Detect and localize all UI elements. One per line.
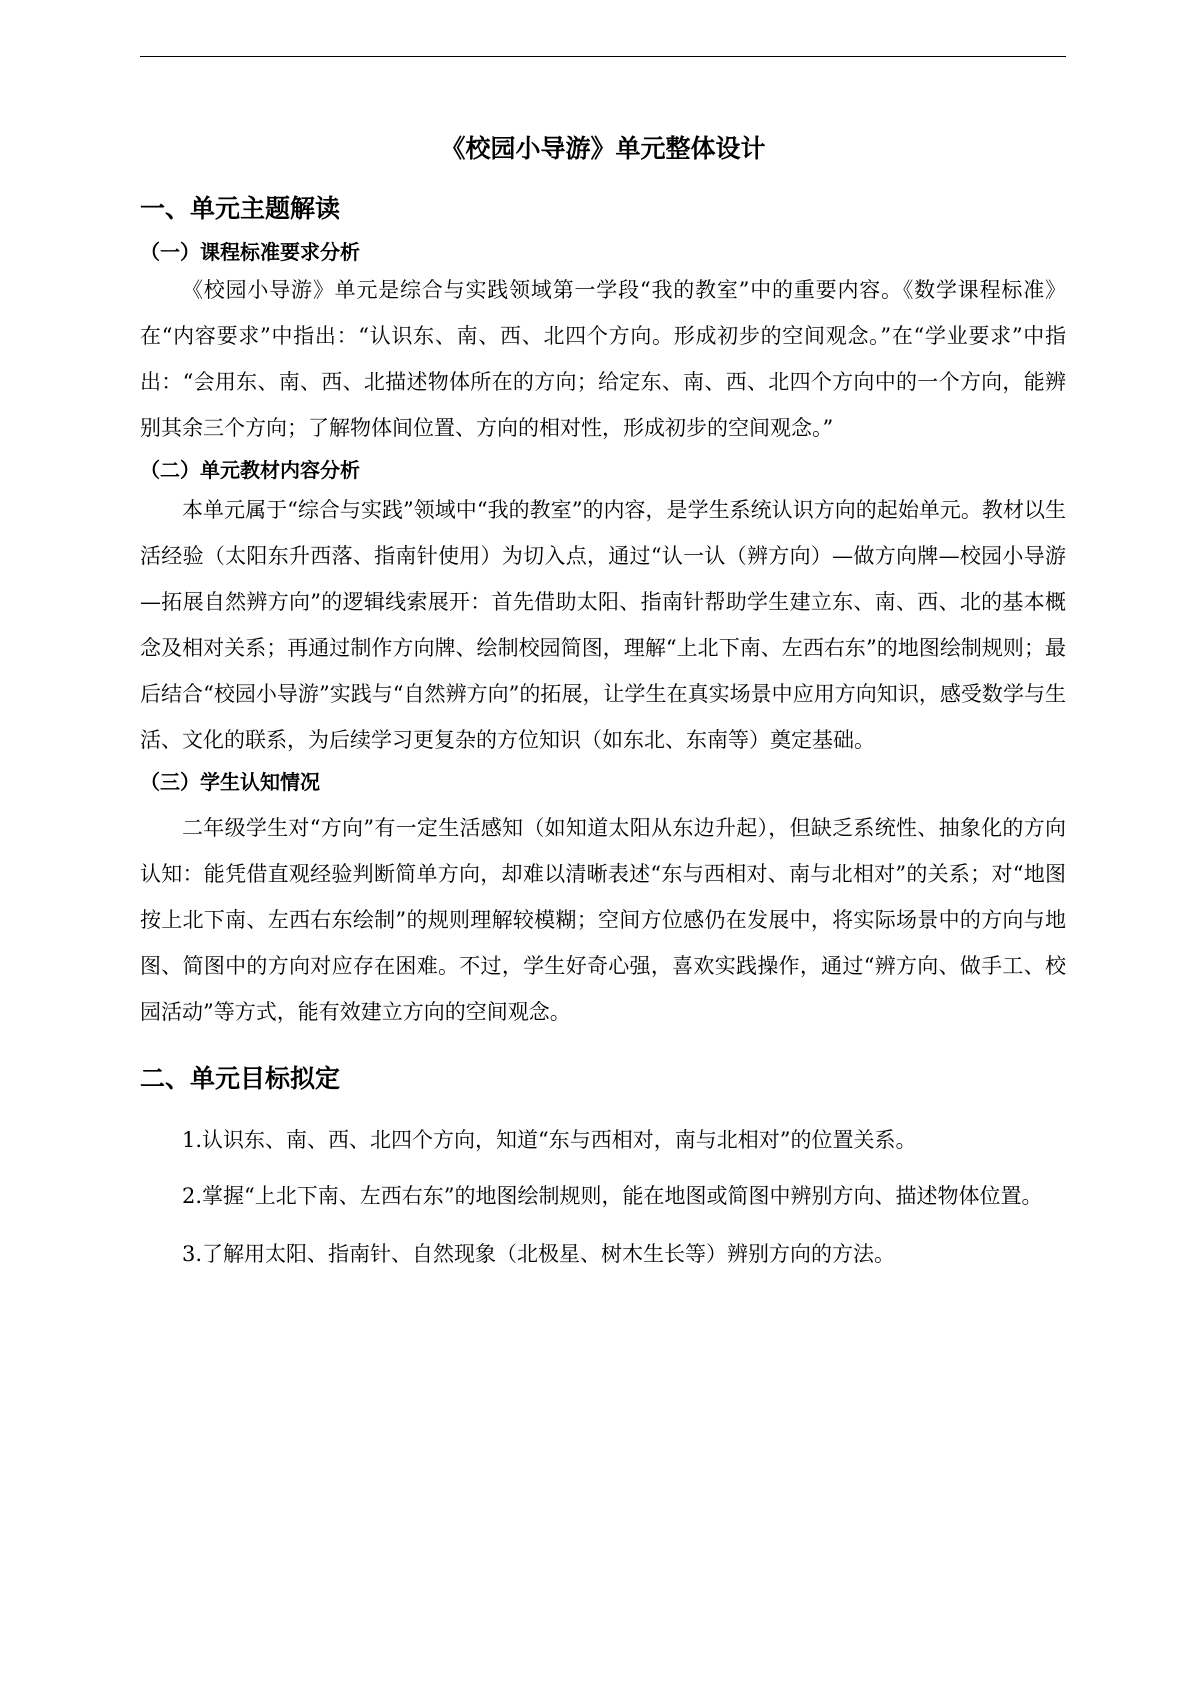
document-body xyxy=(140,118,1066,1277)
paragraph-curriculum-standard: 《校园小导游》单元是综合与实践领域第一学段“我的教室”中的重要内容。《数学课程标准》在“内容要求”中指出：“认识东、南、西、北四个方向。形成初步的空间观念。”在“学业要求”中指出：“会用东、南、西、北描述物体所在的方向；给定东、南、西、北四个方向中的一个方向，能辨别其余三个方向；了解物体间位置、方向的相对性，形成初步的空间观念。” xyxy=(140,278,1066,440)
document-title: 《校园小导游》单元整体设计 xyxy=(440,134,766,163)
paragraph-textbook-analysis: 本单元属于“综合与实践”领域中“我的教室”的内容，是学生系统认识方向的起始单元。教材以生活经验（太阳东升西落、指南针使用）为切入点，通过“认一认（辨方向）—做方向牌—校园小导游—拓展自然辨方向”的逻辑线索展开：首先借助太阳、指南针帮助学生建立东、南、西、北的基本概念及相对关系；再通过制作方向牌、绘制校园简图，理解“上北下南、左西右东”的地图绘制规则；最后结合“校园小导游”实践与“自然辨方向”的拓展，让学生在真实场景中应用方向知识，感受数学与生活、文化的联系，为后续学习更复杂的方位知识（如东北、东南等）奠定基础。 xyxy=(140,498,1066,752)
subsection-heading-student-cognition: （三）学生认知情况 xyxy=(140,770,320,794)
subsection-heading-curriculum-standard: （一）课程标准要求分析 xyxy=(140,240,360,264)
goal-item-3: 3.了解用太阳、指南针、自然现象（北极星、树木生长等）辨别方向的方法。 xyxy=(182,1242,896,1266)
section-heading-unit-theme: 一、单元主题解读 xyxy=(140,194,341,223)
subsection-heading-textbook-analysis: （二）单元教材内容分析 xyxy=(140,458,360,482)
header-rule xyxy=(140,56,1066,57)
section-heading-unit-goals: 二、单元目标拟定 xyxy=(140,1064,341,1093)
paragraph-student-cognition: 二年级学生对“方向”有一定生活感知（如知道太阳从东边升起），但缺乏系统性、抽象化的方向认知：能凭借直观经验判断简单方向，却难以清晰表述“东与西相对、南与北相对”的关系；对“地图按上北下南、左西右东绘制”的规则理解较模糊；空间方位感仍在发展中，将实际场景中的方向与地图、简图中的方向对应存在困难。不过，学生好奇心强，喜欢实践操作，通过“辨方向、做手工、校园活动”等方式，能有效建立方向的空间观念。 xyxy=(140,816,1066,1024)
goal-item-2: 2.掌握“上北下南、左西右东”的地图绘制规则，能在地图或简图中辨别方向、描述物体位置。 xyxy=(182,1184,1043,1208)
goal-item-1: 1.认识东、南、西、北四个方向，知道“东与西相对，南与北相对”的位置关系。 xyxy=(182,1128,917,1152)
